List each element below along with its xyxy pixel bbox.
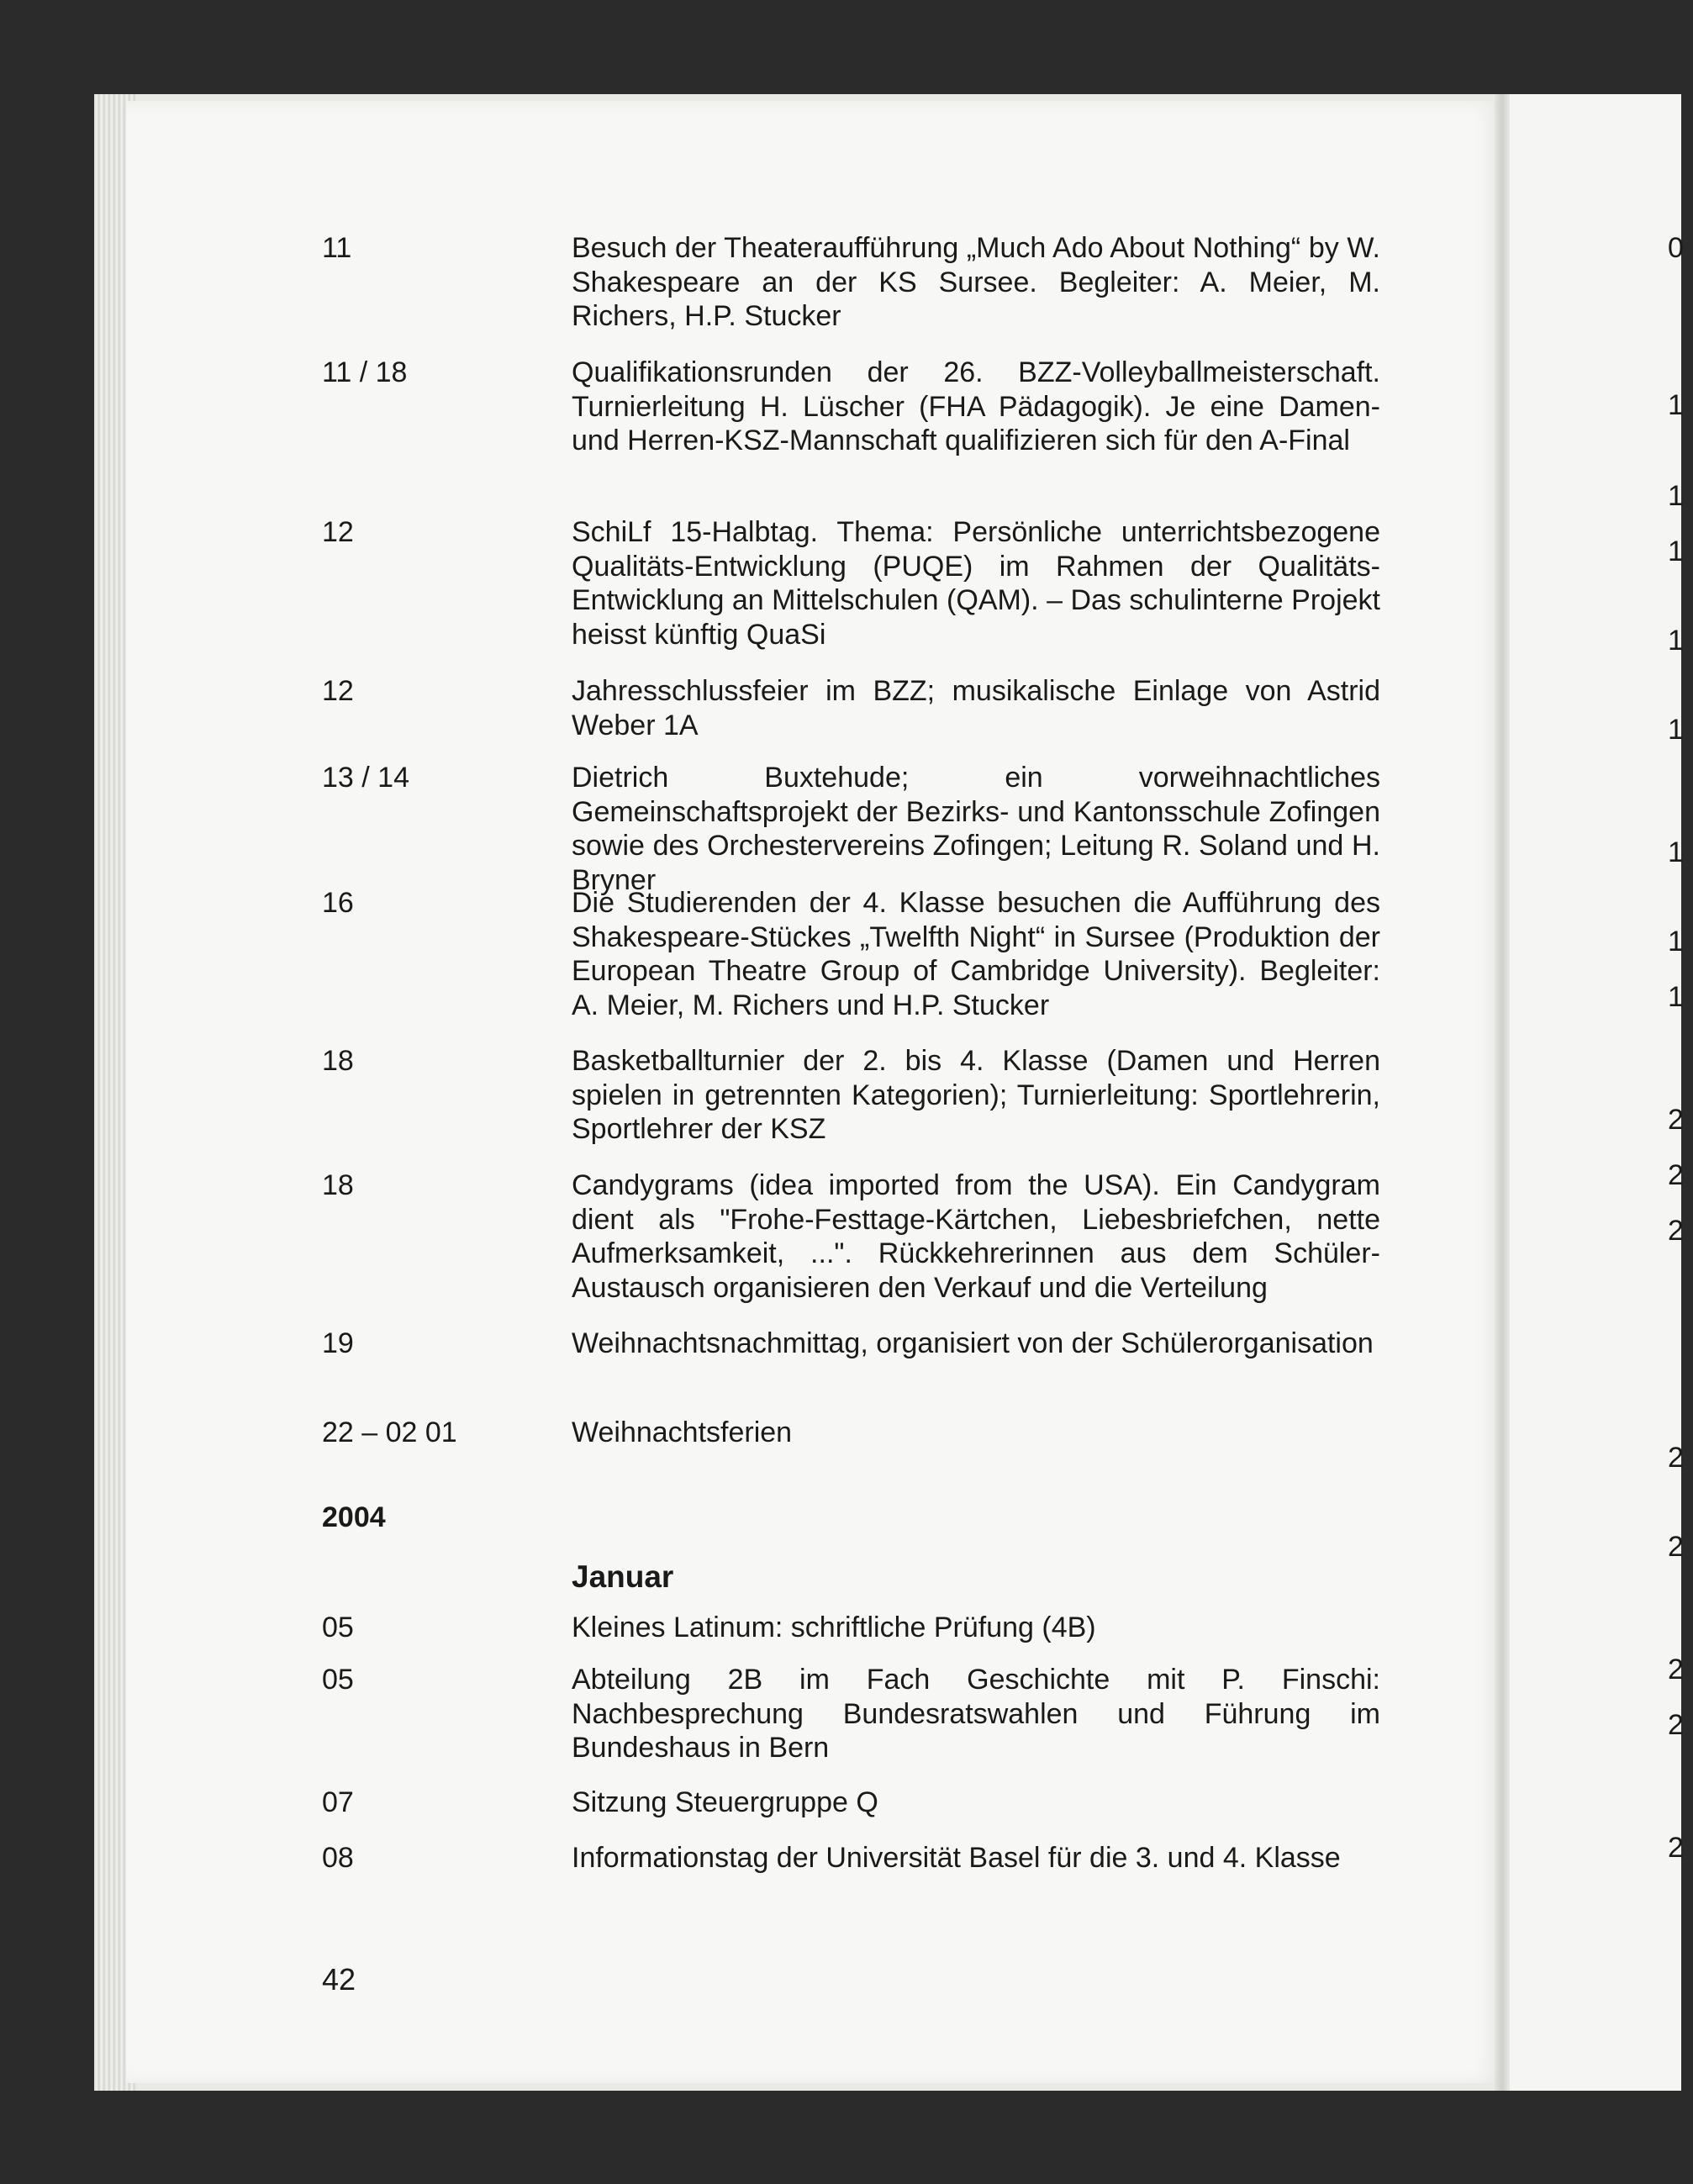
entry-date: 18 [322,1045,354,1077]
entry-text: Kleines Latinum: schriftliche Prüfung (4B) [572,1612,1096,1643]
entry-date: 19 [322,1327,354,1359]
right-page-fragment: 2 [1668,1159,1684,1191]
right-page-fragment: 2 [1668,1442,1684,1474]
right-page-fragment: 2 [1668,1832,1684,1864]
entry-date: 18 [322,1169,354,1201]
entry-date: 07 [322,1786,354,1818]
entry-text: Die Studierenden der 4. Klasse besuchen die Aufführung des Shakespeare-Stückes „Twelfth Night“ in Sursee (Produktion der European Theatre Group of Cambridge University). Begleiter: A. Meier, M. Richers und H.P. Stucker [572,887,1380,1021]
entry-text: Qualifikationsrunden der 26. BZZ-Volleyballmeisterschaft. Turnierleitung H. Lüscher (FHA Pädagogik). Je eine Damen- und Herren-KSZ-Mannschaft qualifizieren sich für den A-Final [572,356,1380,456]
entry-date: 12 [322,675,354,707]
page-number: 42 [322,1962,356,1997]
right-page-fragments [1668,0,1693,2184]
right-page-fragment: 1 [1668,836,1684,868]
right-page-fragment: 0 [1668,232,1684,264]
entry-date: 22 – 02 01 [322,1416,457,1448]
right-page-fragment: 2 [1668,1531,1684,1563]
entry-text: Sitzung Steuergruppe Q [572,1786,878,1818]
right-page-fragment: 1 [1668,625,1684,657]
entry-date: 11 [322,232,352,264]
year-heading: 2004 [322,1501,386,1533]
right-page-fragment: 2 [1668,1709,1684,1741]
right-page-fragment: 1 [1668,480,1684,512]
month-heading: Januar [572,1559,674,1594]
right-page-fragment: 1 [1668,389,1684,421]
right-page-fragment: 1 [1668,981,1684,1013]
entry-date: 16 [322,887,354,919]
entry-date: 12 [322,516,354,548]
entry-text: Weihnachtsnachmittag, organisiert von der Schülerorganisation [572,1327,1374,1359]
right-page-fragment: 1 [1668,714,1684,746]
entry-date: 05 [322,1612,354,1643]
entry-text: Abteilung 2B im Fach Geschichte mit P. Finschi: Nachbesprechung Bundesratswahlen und Führung im Bundeshaus in Bern [572,1664,1380,1764]
entry-text: Weihnachtsferien [572,1416,793,1448]
entry-text: Candygrams (idea imported from the USA). Ein Candygram dient als "Frohe-Festtage-Kärtchen, Liebesbriefchen, nette Aufmerksamkeit, ...". Rückkehrerinnen aus dem Schüler-Austausch organisieren den Verkauf und die Verteilung [572,1169,1380,1304]
right-page-fragment: 2 [1668,1654,1684,1685]
entry-date: 08 [322,1842,354,1874]
right-page-fragment: 1 [1668,926,1684,957]
entry-text: Jahresschlussfeier im BZZ; musikalische Einlage von Astrid Weber 1A [572,675,1380,741]
entry-text: Dietrich Buxtehude; ein vorweihnachtliches Gemeinschaftsprojekt der Bezirks- und Kantonsschule Zofingen sowie des Orchestervereins Zofingen; Leitung R. Soland und H. Bryner [572,762,1380,896]
right-page-fragment: 2 [1668,1104,1684,1136]
entry-text: Informationstag der Universität Basel für die 3. und 4. Klasse [572,1842,1341,1874]
right-page-fragment: 1 [1668,535,1684,567]
entry-date: 11 / 18 [322,356,408,388]
entry-date: 05 [322,1664,354,1696]
entry-text: SchiLf 15-Halbtag. Thema: Persönliche unterrichtsbezogene Qualitäts-Entwicklung (PUQE) im Rahmen der Qualitäts-Entwicklung an Mittelschulen (QAM). – Das schulinterne Projekt heisst künftig QuaSi [572,516,1380,651]
right-page-fragment: 2 [1668,1215,1684,1247]
entry-date: 13 / 14 [322,762,409,794]
entry-text: Besuch der Theateraufführung „Much Ado About Nothing“ by W. Shakespeare an der KS Sursee. Begleiter: A. Meier, M. Richers, H.P. Stucker [572,232,1380,332]
entry-text: Basketballturnier der 2. bis 4. Klasse (Damen und Herren spielen in getrennten Kategorien); Turnierleitung: Sportlehrerin, Sportlehrer der KSZ [572,1045,1380,1145]
